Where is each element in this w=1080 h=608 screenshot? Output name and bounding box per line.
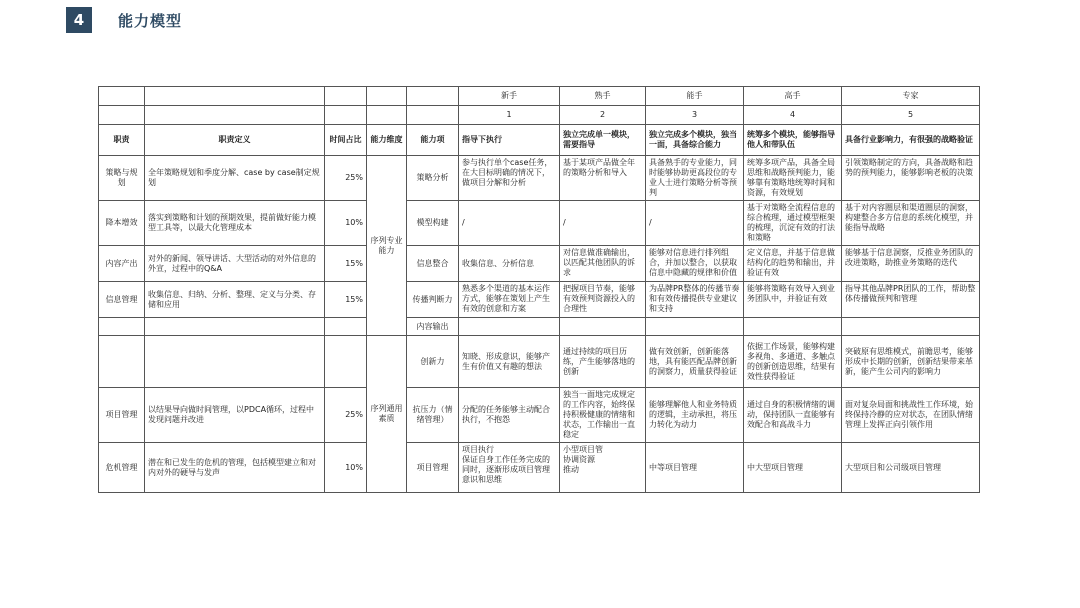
duty-cell: 策略与规划 <box>99 156 145 201</box>
section-number-badge: 4 <box>66 7 92 33</box>
ability-cell: 策略分析 <box>407 156 459 201</box>
column-header-definition: 职责定义 <box>145 125 325 156</box>
blank-cell <box>407 87 459 106</box>
level-cell: 能够基于信息洞察，反推业务团队的改进策略，助推业务策略的迭代 <box>842 246 980 282</box>
level-cell: 项目执行 保证自身工作任务完成的同时，逐渐形成项目管理意识和思维 <box>459 443 560 493</box>
level-cell: 大型项目和公司级项目管理 <box>842 443 980 493</box>
level-name: 高手 <box>744 87 842 106</box>
blank-cell <box>325 318 367 336</box>
duty-cell: 降本增效 <box>99 201 145 246</box>
table-row <box>99 336 980 388</box>
column-header-duty: 职责 <box>99 125 145 156</box>
ability-cell: 创新力 <box>407 336 459 388</box>
dimension-cell: 序列通用素质 <box>367 336 407 493</box>
table-row <box>99 156 980 201</box>
blank-cell <box>367 87 407 106</box>
level-cell: 通过自身的积极情绪的调动，保持团队一直能够有效配合和高战斗力 <box>744 388 842 443</box>
level-description: 独立完成多个模块，独当一面，具备综合能力 <box>646 125 744 156</box>
level-cell: 知晓、形成意识，能够产生有价值又有趣的想法 <box>459 336 560 388</box>
dimension-cell: 序列专业能力 <box>367 156 407 336</box>
blank-cell <box>325 106 367 125</box>
blank-cell <box>325 336 367 388</box>
level-cell: / <box>560 201 646 246</box>
level-name: 能手 <box>646 87 744 106</box>
page-title: 能力模型 <box>118 11 183 30</box>
level-cell: 为品牌PR整体的传播节奏和有效传播提供专业建议和支持 <box>646 282 744 318</box>
level-cell: 基于某项产品做全年的策略分析和导入 <box>560 156 646 201</box>
level-description: 独立完成单一模块，需要指导 <box>560 125 646 156</box>
definition-cell: 潜在和已发生的危机的管理，包括模型建立和对内对外的硬导与发声 <box>145 443 325 493</box>
level-number: 5 <box>842 106 980 125</box>
level-cell: 能够理解他人和业务特质的逻辑，主动承担，将压力转化为动力 <box>646 388 744 443</box>
level-cell: 中等项目管理 <box>646 443 744 493</box>
blank-cell <box>145 318 325 336</box>
level-description: 具备行业影响力，有很强的战略验证 <box>842 125 980 156</box>
blank-cell <box>325 87 367 106</box>
capability-model-table <box>98 86 980 493</box>
blank-cell <box>459 318 560 336</box>
blank-cell <box>407 106 459 125</box>
blank-cell <box>145 106 325 125</box>
duty-cell: 项目管理 <box>99 388 145 443</box>
level-cell: 定义信息，并基于信息做结构化的趋势和输出，并验证有效 <box>744 246 842 282</box>
duty-cell: 危机管理 <box>99 443 145 493</box>
table-row <box>99 246 980 282</box>
level-cell: 能够对信息进行排列组合，并加以整合，以获取信息中隐藏的规律和价值 <box>646 246 744 282</box>
level-name-row <box>99 87 980 106</box>
level-description: 统筹多个模块，能够指导他人和带队伍 <box>744 125 842 156</box>
level-cell: 指导其他品牌PR团队的工作，帮助整体传播做预判和管理 <box>842 282 980 318</box>
level-cell: 突破原有思维模式，前瞻思考，能够形成中长期的创新，创新结果带来革新，能产生公司内的影响力 <box>842 336 980 388</box>
time-ratio-cell: 15% <box>325 282 367 318</box>
level-cell: 具备熟手的专业能力，同时能够协助更高段位的专业人士进行策略分析等预判 <box>646 156 744 201</box>
definition-cell: 对外的新闻、领导讲话、大型活动的对外信息的外宣，过程中的Q&A <box>145 246 325 282</box>
level-cell: 分配的任务能够主动配合执行，不抱怨 <box>459 388 560 443</box>
blank-cell <box>99 87 145 106</box>
level-cell: / <box>646 201 744 246</box>
level-number: 1 <box>459 106 560 125</box>
level-cell: 独当一面地完成规定的工作内容，始终保持积极健康的情绪和状态，工作输出一直稳定 <box>560 388 646 443</box>
ability-cell: 内容输出 <box>407 318 459 336</box>
time-ratio-cell: 25% <box>325 388 367 443</box>
blank-cell <box>99 318 145 336</box>
level-number: 2 <box>560 106 646 125</box>
level-number-row <box>99 106 980 125</box>
level-name: 新手 <box>459 87 560 106</box>
level-cell: 依据工作场景，能够构建多视角、多通道、多触点的创新创造思维，结果有效性获得验证 <box>744 336 842 388</box>
table-row <box>99 318 980 336</box>
level-cell: 熟悉多个渠道的基本运作方式，能够在策划上产生有效的创意和方案 <box>459 282 560 318</box>
time-ratio-cell: 10% <box>325 443 367 493</box>
ability-cell: 项目管理 <box>407 443 459 493</box>
column-header-time-ratio: 时间占比 <box>325 125 367 156</box>
time-ratio-cell: 10% <box>325 201 367 246</box>
level-name: 熟手 <box>560 87 646 106</box>
blank-cell <box>646 318 744 336</box>
level-cell: 把握项目节奏，能够有效预判资源投入的合理性 <box>560 282 646 318</box>
level-number: 4 <box>744 106 842 125</box>
time-ratio-cell: 25% <box>325 156 367 201</box>
ability-cell: 传播判断力 <box>407 282 459 318</box>
level-number: 3 <box>646 106 744 125</box>
definition-cell: 落实到策略和计划的预期效果，提前做好能力模型工具等，以最大化管理成本 <box>145 201 325 246</box>
ability-cell: 模型构建 <box>407 201 459 246</box>
column-header-dimension: 能力维度 <box>367 125 407 156</box>
level-cell: 收集信息、分析信息 <box>459 246 560 282</box>
duty-cell: 内容产出 <box>99 246 145 282</box>
level-cell: 基于对策略全流程信息的综合梳理，通过模型框架的梳理，沉淀有效的打法和策略 <box>744 201 842 246</box>
section-header <box>66 6 182 34</box>
blank-cell <box>744 318 842 336</box>
level-cell: 引领策略制定的方向，具备战略和趋势的预判能力，能够影响老板的决策 <box>842 156 980 201</box>
column-header-row <box>99 125 980 156</box>
level-cell: 中大型项目管理 <box>744 443 842 493</box>
definition-cell: 以结果导向做时间管理，以PDCA循环，过程中发现问题并改进 <box>145 388 325 443</box>
table-row <box>99 282 980 318</box>
table-row <box>99 201 980 246</box>
level-cell: 基于对内容圈层和渠道圈层的洞察，构建整合多方信息的系统化模型，并能指导战略 <box>842 201 980 246</box>
definition-cell: 全年策略规划和季度分解、case by case制定规划 <box>145 156 325 201</box>
table-row <box>99 443 980 493</box>
blank-cell <box>145 336 325 388</box>
time-ratio-cell: 15% <box>325 246 367 282</box>
ability-cell: 信息整合 <box>407 246 459 282</box>
level-cell: 做有效创新，创新能落地，具有能匹配品牌创新的洞察力，质量获得验证 <box>646 336 744 388</box>
level-name: 专家 <box>842 87 980 106</box>
column-header-ability: 能力项 <box>407 125 459 156</box>
blank-cell <box>145 87 325 106</box>
duty-cell: 信息管理 <box>99 282 145 318</box>
level-cell: 能够将策略有效导入到业务团队中，并验证有效 <box>744 282 842 318</box>
blank-cell <box>367 106 407 125</box>
level-cell: 对信息做准确输出，以匹配其他团队的诉求 <box>560 246 646 282</box>
ability-cell: 抗压力（情绪管理） <box>407 388 459 443</box>
level-cell: / <box>459 201 560 246</box>
blank-cell <box>842 318 980 336</box>
blank-cell <box>560 318 646 336</box>
level-cell: 参与执行单个case任务，在大目标明确的情况下，做项目分解和分析 <box>459 156 560 201</box>
level-cell: 统筹多项产品，具备全局思维和战略预判能力，能够靠有策略地统筹时间和资源，有效规划 <box>744 156 842 201</box>
level-cell: 小型项目管 协调资源 推动 <box>560 443 646 493</box>
level-cell: 面对复杂局面和挑战性工作环境，始终保持冷静的应对状态，在团队情绪管理上发挥正向引领作用 <box>842 388 980 443</box>
level-cell: 通过持续的项目历练，产生能够落地的创新 <box>560 336 646 388</box>
blank-cell <box>99 336 145 388</box>
definition-cell: 收集信息、归纳、分析、整理、定义与分类、存储和应用 <box>145 282 325 318</box>
table-row <box>99 388 980 443</box>
blank-cell <box>99 106 145 125</box>
level-description: 指导下执行 <box>459 125 560 156</box>
